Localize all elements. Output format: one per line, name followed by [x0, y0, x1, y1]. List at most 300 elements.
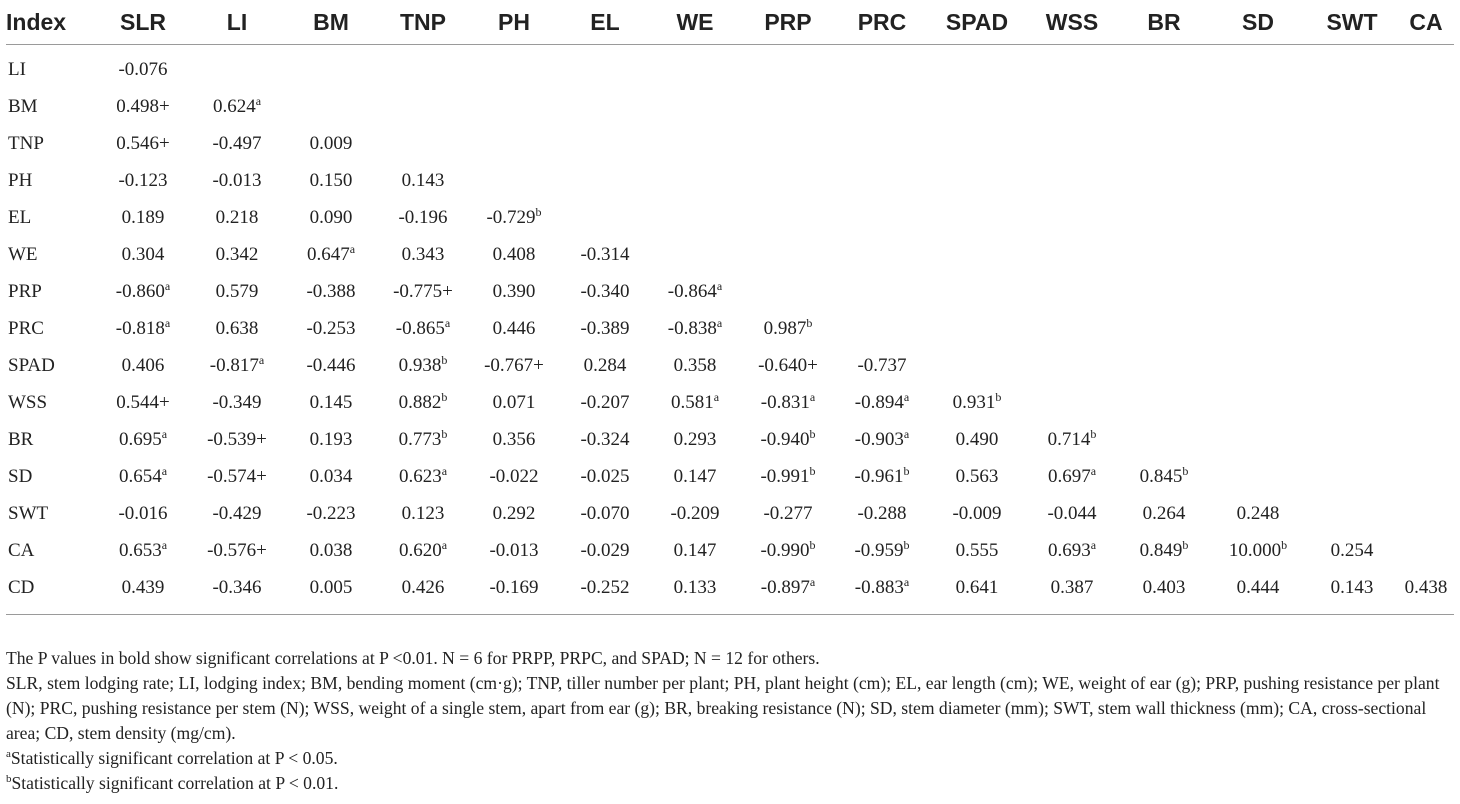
cell-value: 0.490	[955, 428, 999, 450]
table-cell	[378, 421, 468, 458]
table-row	[6, 125, 1454, 162]
table-cell	[1026, 421, 1118, 458]
table-row	[6, 162, 1454, 199]
table-cell	[468, 310, 560, 347]
cell-value: -0.169	[489, 576, 539, 598]
cell-value: 0.034	[309, 465, 353, 487]
table-cell	[378, 88, 468, 125]
cell-value: -0.539+	[207, 428, 267, 450]
cell-value: -0.277	[763, 502, 813, 524]
row-label: LI	[8, 58, 26, 80]
table-cell	[1210, 569, 1306, 615]
header-spad: SPAD	[928, 0, 1026, 45]
header-prc: PRC	[836, 0, 928, 45]
table-cell	[740, 569, 836, 615]
table-cell	[378, 310, 468, 347]
cell-value: 0.038	[309, 539, 353, 561]
significance-mark: a	[444, 315, 451, 330]
cell-value: -0.959	[854, 539, 904, 561]
table-cell	[284, 384, 378, 421]
cell-value: 0.695	[118, 428, 162, 450]
cell-value: 0.145	[309, 391, 353, 413]
cell-value: 0.403	[1142, 576, 1186, 598]
cell-value: -0.818	[115, 317, 165, 339]
table-cell	[1306, 458, 1398, 495]
table-cell	[650, 384, 740, 421]
significance-mark: b	[809, 426, 816, 441]
cell-value: -0.574+	[207, 465, 267, 487]
cell-value: 0.387	[1050, 576, 1094, 598]
table-cell	[740, 495, 836, 532]
table-cell	[1306, 347, 1398, 384]
cell-value: -0.446	[306, 354, 356, 376]
cell-value: 0.147	[673, 539, 717, 561]
table-cell	[650, 45, 740, 89]
table-cell	[650, 495, 740, 532]
cell-value: -0.883	[854, 576, 904, 598]
table-cell	[468, 273, 560, 310]
header-li: LI	[190, 0, 284, 45]
cell-value: 0.390	[492, 280, 536, 302]
table-cell	[740, 310, 836, 347]
footnote-a	[6, 746, 1454, 771]
table-cell	[836, 458, 928, 495]
significance-mark: a	[161, 463, 168, 478]
table-cell	[740, 199, 836, 236]
table-row	[6, 88, 1454, 125]
cell-value: 0.555	[955, 539, 999, 561]
cell-value: -0.767+	[484, 354, 544, 376]
cell-value: 0.123	[401, 502, 445, 524]
table-row	[6, 199, 1454, 236]
table-cell	[284, 421, 378, 458]
table-cell	[468, 162, 560, 199]
cell-value: -0.961	[854, 465, 904, 487]
cell-value: 0.292	[492, 502, 536, 524]
row-label: CD	[6, 569, 96, 615]
cell-value: -0.022	[489, 465, 539, 487]
table-cell	[740, 458, 836, 495]
table-cell	[1118, 458, 1210, 495]
table-cell	[1210, 45, 1306, 89]
table-cell	[96, 310, 190, 347]
cell-value: -0.940	[760, 428, 810, 450]
table-cell	[1118, 421, 1210, 458]
table-cell	[1026, 532, 1118, 569]
row-label: BM	[8, 95, 38, 117]
significance-mark: b	[441, 426, 448, 441]
cell-value: 0.845	[1139, 465, 1183, 487]
table-cell	[1118, 347, 1210, 384]
cell-value: -0.009	[952, 502, 1002, 524]
table-cell	[650, 125, 740, 162]
table-cell	[1026, 310, 1118, 347]
header-prp: PRP	[740, 0, 836, 45]
table-cell	[1306, 125, 1398, 162]
table-cell	[96, 273, 190, 310]
table-cell	[1118, 45, 1210, 89]
significance-mark: a	[164, 315, 171, 330]
table-cell	[1026, 199, 1118, 236]
table-cell	[650, 569, 740, 615]
significance-mark: a	[716, 278, 723, 293]
cell-value: 0.653	[118, 539, 162, 561]
table-cell	[190, 384, 284, 421]
table-cell	[468, 125, 560, 162]
cell-value: -0.640+	[758, 354, 818, 376]
table-cell	[378, 125, 468, 162]
table-cell	[928, 569, 1026, 615]
significance-mark: a	[716, 315, 723, 330]
cell-value: -0.314	[580, 243, 630, 265]
cell-value: 0.641	[955, 576, 999, 598]
table-cell	[468, 88, 560, 125]
table-cell	[836, 88, 928, 125]
table-cell	[284, 495, 378, 532]
cell-value: -0.864	[667, 280, 717, 302]
cell-value: -0.497	[212, 132, 262, 154]
cell-value: -0.576+	[207, 539, 267, 561]
table-cell	[96, 125, 190, 162]
table-cell	[190, 532, 284, 569]
cell-value: 0.446	[492, 317, 536, 339]
table-cell	[560, 236, 650, 273]
table-cell	[190, 162, 284, 199]
table-cell	[284, 458, 378, 495]
table-cell	[284, 199, 378, 236]
table-cell	[836, 421, 928, 458]
table-cell	[1398, 310, 1454, 347]
table-cell	[190, 88, 284, 125]
table-cell	[1210, 162, 1306, 199]
table-cell	[468, 421, 560, 458]
table-cell	[1306, 162, 1398, 199]
table-cell	[378, 569, 468, 615]
table-cell	[928, 532, 1026, 569]
table-cell	[1398, 125, 1454, 162]
table-cell	[836, 162, 928, 199]
table-cell	[96, 162, 190, 199]
row-label: SPAD	[8, 354, 55, 376]
cell-value: -0.340	[580, 280, 630, 302]
significance-mark: b	[1182, 537, 1189, 552]
cell-value: -0.044	[1047, 502, 1097, 524]
header-wss: WSS	[1026, 0, 1118, 45]
table-cell	[560, 310, 650, 347]
significance-mark: a	[1090, 537, 1097, 552]
cell-value: -0.324	[580, 428, 630, 450]
table-cell	[836, 532, 928, 569]
cell-value: 0.406	[121, 354, 165, 376]
cell-value: 0.624	[212, 95, 256, 117]
table-cell	[928, 384, 1026, 421]
table-cell	[378, 458, 468, 495]
table-cell	[1306, 569, 1398, 615]
header-swt: SWT	[1306, 0, 1398, 45]
cell-value: 0.009	[309, 132, 353, 154]
table-cell	[378, 45, 468, 89]
table-cell	[1398, 384, 1454, 421]
significance-mark: a	[255, 93, 262, 108]
cell-value: 0.358	[673, 354, 717, 376]
table-cell	[740, 125, 836, 162]
table-cell	[740, 162, 836, 199]
table-cell	[650, 88, 740, 125]
significance-mark: b	[903, 537, 910, 552]
table-cell	[96, 532, 190, 569]
table-cell	[740, 347, 836, 384]
table-row	[6, 495, 1454, 532]
table-cell	[928, 125, 1026, 162]
cell-value: 0.408	[492, 243, 536, 265]
table-cell	[1398, 421, 1454, 458]
table-cell	[1306, 199, 1398, 236]
table-cell	[1398, 532, 1454, 569]
row-label: BR	[8, 428, 34, 450]
cell-value: -0.025	[580, 465, 630, 487]
cell-value: -0.991	[760, 465, 810, 487]
cell-value: 0.133	[673, 576, 717, 598]
table-cell	[1306, 310, 1398, 347]
table-cell	[1026, 273, 1118, 310]
significance-mark: a	[161, 426, 168, 441]
table-notes	[6, 646, 1454, 796]
table-cell	[284, 310, 378, 347]
table-cell	[740, 273, 836, 310]
row-label: PH	[8, 169, 33, 191]
table-cell	[650, 273, 740, 310]
significance-mark: b	[535, 204, 542, 219]
cell-value: 0.938	[398, 354, 442, 376]
row-label: PRC	[8, 317, 44, 339]
significance-mark: b	[1090, 426, 1097, 441]
row-label: CA	[8, 539, 35, 561]
header-slr: SLR	[96, 0, 190, 45]
table-cell	[928, 236, 1026, 273]
significance-mark: a	[1090, 463, 1097, 478]
table-cell	[1398, 458, 1454, 495]
table-cell	[96, 569, 190, 615]
table-row	[6, 236, 1454, 273]
table-row	[6, 532, 1454, 569]
cell-value: 0.498+	[116, 95, 170, 117]
table-cell	[468, 384, 560, 421]
table-cell	[650, 162, 740, 199]
table-cell	[378, 347, 468, 384]
table-row	[6, 421, 1454, 458]
table-cell	[1210, 384, 1306, 421]
cell-value: 0.293	[673, 428, 717, 450]
header-bm: BM	[284, 0, 378, 45]
table-cell	[468, 199, 560, 236]
cell-value: -0.288	[857, 502, 907, 524]
table-cell	[560, 125, 650, 162]
cell-value: 0.071	[492, 391, 536, 413]
table-cell	[650, 236, 740, 273]
table-cell	[190, 458, 284, 495]
table-cell	[96, 347, 190, 384]
significance-mark: a	[809, 389, 816, 404]
table-cell	[928, 495, 1026, 532]
cell-value: 0.147	[673, 465, 717, 487]
table-cell	[650, 199, 740, 236]
table-cell	[378, 532, 468, 569]
table-cell	[928, 88, 1026, 125]
table-cell	[1398, 273, 1454, 310]
cell-value: -0.123	[118, 169, 168, 191]
cell-value: -0.207	[580, 391, 630, 413]
table-cell	[928, 421, 1026, 458]
cell-value: 0.284	[583, 354, 627, 376]
row-label: WSS	[8, 391, 48, 413]
significance-mark: b	[441, 389, 448, 404]
table-row	[6, 384, 1454, 421]
table-cell	[1398, 495, 1454, 532]
cell-value: -0.894	[854, 391, 904, 413]
cell-value: -0.349	[212, 391, 262, 413]
cell-value: 0.150	[309, 169, 353, 191]
table-cell	[560, 532, 650, 569]
table-cell	[378, 495, 468, 532]
cell-value: 0.090	[309, 206, 353, 228]
table-cell	[928, 458, 1026, 495]
table-cell	[1306, 273, 1398, 310]
table-cell	[836, 384, 928, 421]
cell-value: -0.013	[489, 539, 539, 561]
table-row	[6, 310, 1454, 347]
table-cell	[1398, 199, 1454, 236]
table-cell	[284, 88, 378, 125]
table-cell	[284, 162, 378, 199]
cell-value: 0.638	[215, 317, 259, 339]
table-cell	[96, 458, 190, 495]
table-row	[6, 569, 1454, 615]
table-cell	[560, 495, 650, 532]
table-cell	[1210, 421, 1306, 458]
table-cell	[1306, 45, 1398, 89]
significance-mark: a	[441, 537, 448, 552]
table-cell	[1118, 273, 1210, 310]
table-cell	[96, 495, 190, 532]
table-cell	[284, 236, 378, 273]
cell-value: 0.931	[952, 391, 996, 413]
table-cell	[378, 273, 468, 310]
table-row	[6, 458, 1454, 495]
cell-value: 0.005	[309, 576, 353, 598]
significance-mark: b	[1182, 463, 1189, 478]
significance-mark: a	[809, 574, 816, 589]
table-cell	[560, 88, 650, 125]
table-cell	[190, 421, 284, 458]
table-cell	[650, 347, 740, 384]
cell-value: 0.654	[118, 465, 162, 487]
table-cell	[284, 532, 378, 569]
footnote-a-text: Statistically significant correlation at P < 0.05.	[10, 748, 338, 768]
header-br: BR	[1118, 0, 1210, 45]
table-cell	[284, 273, 378, 310]
cell-value: 0.189	[121, 206, 165, 228]
cell-value: 0.714	[1047, 428, 1091, 450]
table-cell	[190, 125, 284, 162]
cell-value: 0.248	[1236, 502, 1280, 524]
table-cell	[1210, 273, 1306, 310]
table-cell	[468, 532, 560, 569]
cell-value: -0.013	[212, 169, 262, 191]
table-cell	[1210, 532, 1306, 569]
table-cell	[1210, 495, 1306, 532]
cell-value: 0.581	[670, 391, 714, 413]
table-cell	[1118, 532, 1210, 569]
table-cell	[468, 236, 560, 273]
table-cell	[560, 162, 650, 199]
header-sd: SD	[1210, 0, 1306, 45]
cell-value: -0.252	[580, 576, 630, 598]
cell-value: -0.897	[760, 576, 810, 598]
cell-value: -0.775+	[393, 280, 453, 302]
table-cell	[1398, 88, 1454, 125]
cell-value: 0.444	[1236, 576, 1280, 598]
table-cell	[1026, 384, 1118, 421]
table-cell	[1118, 88, 1210, 125]
table-cell	[1026, 162, 1118, 199]
cell-value: -0.865	[395, 317, 445, 339]
table-cell	[740, 384, 836, 421]
cell-value: -0.831	[760, 391, 810, 413]
table-cell	[1118, 199, 1210, 236]
footnote-b-mark: b	[6, 773, 12, 785]
significance-mark: a	[713, 389, 720, 404]
table-cell	[836, 236, 928, 273]
table-cell	[1026, 495, 1118, 532]
table-cell	[740, 88, 836, 125]
header-we: WE	[650, 0, 740, 45]
cell-value: 0.218	[215, 206, 259, 228]
table-cell	[1118, 162, 1210, 199]
table-cell	[96, 421, 190, 458]
table-cell	[190, 495, 284, 532]
table-cell	[96, 236, 190, 273]
table-cell	[1306, 384, 1398, 421]
cell-value: 0.438	[1404, 576, 1448, 598]
cell-value: 0.849	[1139, 539, 1183, 561]
table-cell	[1026, 569, 1118, 615]
cell-value: -0.817	[209, 354, 259, 376]
cell-value: -0.737	[857, 354, 907, 376]
cell-value: 0.356	[492, 428, 536, 450]
table-cell	[560, 421, 650, 458]
significance-mark: a	[441, 463, 448, 478]
abbreviations-note: SLR, stem lodging rate; LI, lodging index; BM, bending moment (cm·g); TNP, tiller number per plant; PH, plant height (cm); EL, ear length (cm); WE, weight of ear (g); PRP, pushing resistance per plant (N); PRC, pushing resistance per stem (N); WSS, weight of a single stem, apart from ear (g); BR, breaking resistance (N); SD, stem diameter (mm); SWT, stem wall thickness (mm); CA, cross-sectional area; CD, stem density (mg/cm).	[6, 673, 1440, 743]
table-cell	[96, 45, 190, 89]
table-cell	[1026, 88, 1118, 125]
table-cell	[836, 347, 928, 384]
cell-value: 0.426	[401, 576, 445, 598]
cell-value: -0.346	[212, 576, 262, 598]
table-cell	[836, 310, 928, 347]
header-tnp: TNP	[378, 0, 468, 45]
significance-mark: a	[161, 537, 168, 552]
correlation-table	[6, 0, 1454, 615]
table-cell	[836, 45, 928, 89]
significance-mark: a	[903, 426, 910, 441]
table-cell	[378, 384, 468, 421]
significance-note: The P values in bold show significant correlations at P <0.01. N = 6 for PRPP, PRPC, and SPAD; N = 12 for others.	[6, 648, 820, 668]
table-cell	[284, 569, 378, 615]
table-cell	[1210, 310, 1306, 347]
table-cell	[740, 532, 836, 569]
cell-value: 0.544+	[116, 391, 170, 413]
cell-value: -0.029	[580, 539, 630, 561]
